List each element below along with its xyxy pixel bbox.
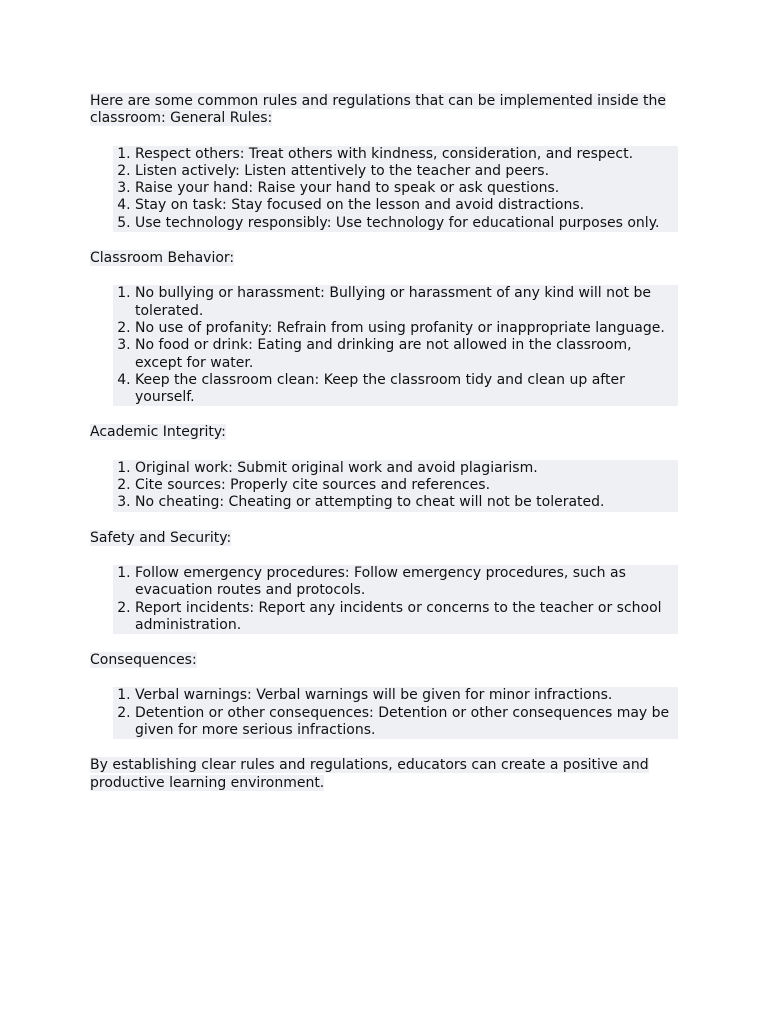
academic-integrity-list xyxy=(113,460,678,512)
section-heading-safety-and-security xyxy=(90,530,678,547)
heading-text: Consequences: xyxy=(90,652,197,669)
list-item: 1. No bullying or harassment: Bullying or harassment of any kind will not be tolerated. xyxy=(135,285,678,320)
list-item: 2. Report incidents: Report any incidents or concerns to the teacher or school administration. xyxy=(135,600,678,635)
general-rules-list xyxy=(113,146,678,232)
heading-text: Safety and Security: xyxy=(90,529,232,546)
list-item: 3. Raise your hand: Raise your hand to speak or ask questions. xyxy=(135,180,678,197)
closing-paragraph xyxy=(90,757,678,792)
intro-text: Here are some common rules and regulations that can be implemented inside the classroom: General Rules: xyxy=(90,93,667,127)
section-heading-consequences xyxy=(90,652,678,669)
list-item: 2. Cite sources: Properly cite sources and references. xyxy=(135,477,678,494)
intro-paragraph xyxy=(90,93,678,128)
section-heading-academic-integrity xyxy=(90,424,678,441)
list-item: 1. Original work: Submit original work and avoid plagiarism. xyxy=(135,460,678,477)
classroom-behavior-list xyxy=(113,285,678,406)
list-item: 2. Detention or other consequences: Detention or other consequences may be given for more serious infractions. xyxy=(135,705,678,740)
section-heading-classroom-behavior xyxy=(90,250,678,267)
list-item: 2. Listen actively: Listen attentively to the teacher and peers. xyxy=(135,163,678,180)
heading-text: Classroom Behavior: xyxy=(90,250,235,267)
heading-text: Academic Integrity: xyxy=(90,424,226,441)
safety-and-security-list xyxy=(113,565,678,634)
list-item: 1. Follow emergency procedures: Follow emergency procedures, such as evacuation routes and protocols. xyxy=(135,565,678,600)
list-item: 3. No food or drink: Eating and drinking are not allowed in the classroom, except for water. xyxy=(135,337,678,372)
list-item: 3. No cheating: Cheating or attempting to cheat will not be tolerated. xyxy=(135,494,678,511)
document-page xyxy=(90,93,678,792)
list-item: 5. Use technology responsibly: Use technology for educational purposes only. xyxy=(135,215,678,232)
list-item: 4. Keep the classroom clean: Keep the classroom tidy and clean up after yourself. xyxy=(135,372,678,407)
list-item: 1. Verbal warnings: Verbal warnings will be given for minor infractions. xyxy=(135,687,678,704)
list-item: 4. Stay on task: Stay focused on the lesson and avoid distractions. xyxy=(135,197,678,214)
list-item: 2. No use of profanity: Refrain from using profanity or inappropriate language. xyxy=(135,320,678,337)
list-item: 1. Respect others: Treat others with kindness, consideration, and respect. xyxy=(135,146,678,163)
consequences-list xyxy=(113,687,678,739)
closing-text: By establishing clear rules and regulations, educators can create a positive and productive learning environment. xyxy=(90,757,649,791)
